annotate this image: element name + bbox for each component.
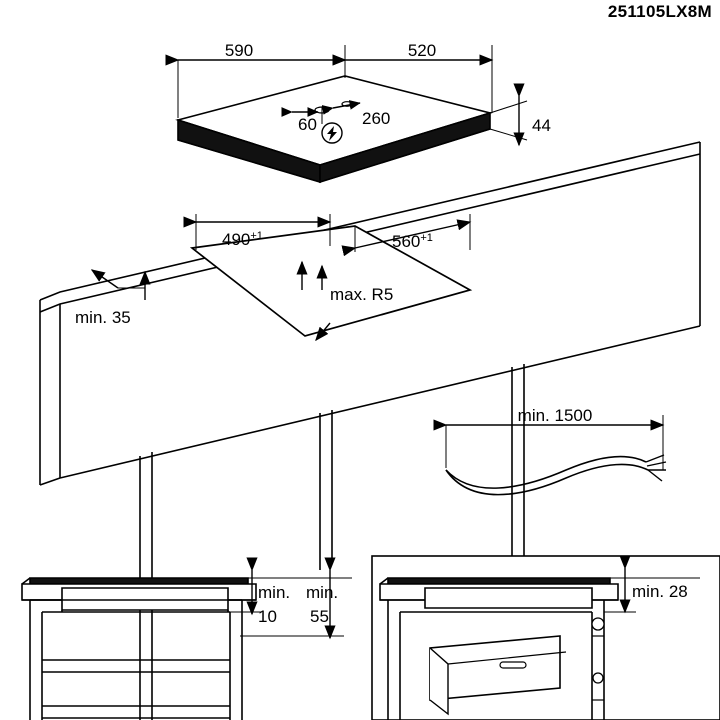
label-gap-b-value: 55 <box>310 607 329 626</box>
label-thickness: 44 <box>532 116 551 135</box>
label-gap-right: min. 28 <box>632 582 688 601</box>
label-width-inner: 520 <box>407 41 437 60</box>
label-cable-length: min. 1500 <box>517 406 593 425</box>
label-edge-min: min. 35 <box>75 308 131 327</box>
section-right <box>372 556 720 720</box>
cable-view <box>446 455 666 495</box>
label-offset-mid: 260 <box>362 109 391 128</box>
hob-top-view <box>178 76 490 182</box>
label-gap-a-value: 10 <box>258 607 277 626</box>
section-left <box>22 578 256 720</box>
label-gap-a: min. <box>258 583 291 602</box>
label-cutout-depth: $490^{+1}$ <box>222 230 263 249</box>
label-cutout-width: $560^{+1}$ <box>392 232 433 251</box>
label-gap-b: min. <box>306 583 339 602</box>
dim-thickness <box>490 96 527 145</box>
label-width-total: 590 <box>224 41 254 60</box>
label-corner-radius: max. R5 <box>330 285 394 304</box>
label-offset-small: 60 <box>298 115 317 134</box>
document-code: 251105LX8M <box>607 2 712 21</box>
